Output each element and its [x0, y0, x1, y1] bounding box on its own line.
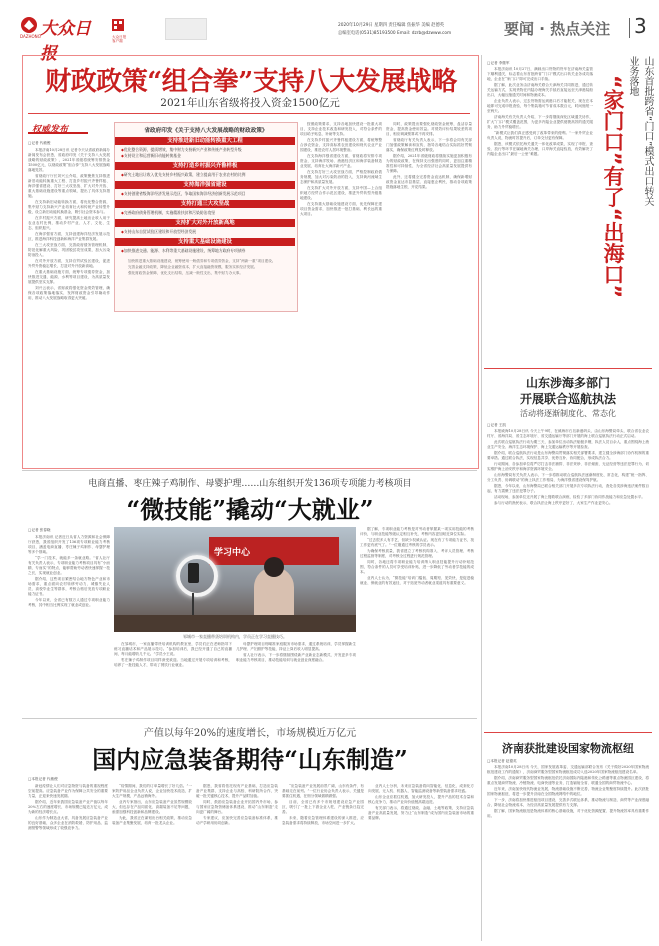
logo-emblem-icon — [20, 16, 38, 34]
bottom-story-body-col4: “应急装备产业发展前景广阔，山东有条件、有基础走在前列。”一位行业协会负责人表示，关键是要抓住机遇，在细分领域做精做强。 目前，全省已有多个市规划建设应急产业园区，吸引了一批上下游企业入驻，产业链条日趋完善。 未来，随着应急管理体系建设的深入推进，应急装备需求将持续释放，市场空间进一步扩大。 — [282, 784, 364, 825]
side-story-bigtitle: “家门口”有了“出海口” — [601, 75, 625, 299]
lead-body-col4: 同时，政策提出要强化财政资金统筹，盘活存量资金，提高资金使用效益。对绩效评价结果较差的项目，相应调减预算或不再安排。 省财政厅有关负责人表示，下一步将会同有关部门加强政策解读和宣传，指导各地结合实际抓好贯彻落实，确保政策红利及时释放。 据介绍，2021年省级财政将继续实施更加积极有为的财政政策，在保持支出强度的同时，更加注重精准性和可持续性，为全省经济社会高质量发展提供有力保障。 此外，还将健全完善资金直达机制，确保新增财政资金直达市县基层、直接惠企利民，推动各项政策措施落地生根、开花结果。 — [386, 122, 472, 189]
lead-title-rule — [28, 113, 470, 114]
photo-banner-text: 学习中心 — [214, 548, 251, 558]
bullet-3-1: ◆ 支持创建省级海洋经济发展示范区，争取国家海洋经济创新发展示范项目 — [121, 191, 289, 196]
bullet-1-2: ◆ 支持设立和运营新旧动能转换基金 — [121, 153, 289, 158]
lead-body-col1: 本报济南10月28日讯 记者今天从省政府新闻办新闻发布会获悉，省政府印发《关于支持八大发展战略的财政政策》，2021年省级将统筹安排资金1500亿元，以财政政策“组合拳”支持八大发展战略落地见效。 省财政厅厅长刘兴云介绍，政策聚焦支持推进新旧动能转换重大工程、打造乡村振兴齐鲁样板、海洋强省建设、打好三大攻坚战、扩大对外开放、重大基础设施建设等重点领域，提出了具体支持措施。 在支持新旧动能转换方面，将优化整合资源，集中财力支持新兴产业培育壮大和传统产业转型升级，设立新旧动能转换基金，吸引社会资本参与。 在乡村振兴方面，研究提高土地出让收入用于农业农村比例，推动乡村产业、人才、文化、生态、组织振兴。 在海洋强省方面，支持创建海洋经济发展示范区，推进海洋科技创新和海洋产业集群发展。 在三大攻坚战方面，完善政府债务管理机制，防范化解重大风险，巩固脱贫攻坚成果，加大污染防治投入。 在对外开放方面，支持自贸试验区建设，促进外贸外资稳定增长，打造对外开放新高地。 在重大基础设施方面，统筹专项债券资金，加快推进交通、能源、水利等项目建设，为高质量发展提供坚实支撑。 刘兴云表示，省财政将强化资金绩效管理，确保各项政策落地落实，发挥财政资金引导撬动作用，推动八大发展战略取得更大突破。 — [28, 148, 110, 300]
lead-body-col3: 按照政策要求，支持各地加快建设一批重大项目，支持企业技术改造和研发投入，对符合条件的项目给予贴息、补助等支持。 在支持乡村振兴齐鲁样板建设方面，将统筹整合涉农资金，支持高标准农田建设和现代农业产业园建设，推进农村人居环境整治。 在支持海洋强省建设方面，省财政将安排专项资金，支持海洋牧场、渔港经济区和海洋装备制造业发展，培育壮大海洋新兴产业。 在支持打好三大攻坚战方面，严格控制政府债务规模，加大对污染防治的投入，支持黄河流域生态保护和高质量发展。 在支持扩大对外开放方面，支持中国—上合组织地方经贸合作示范区建设，推进外贸转型升级基地建设。 在支持重大基础设施建设方面，优先保障在建项目资金需求，加快推进一批打基础、利长远的重大项目。 — [300, 122, 382, 216]
bullet-4-1: ◆ 完善政府债务管理机制，实施精准扶贫和污染防治攻坚 — [121, 210, 289, 215]
logo-english: DAZHONG — [20, 34, 41, 39]
table — [114, 615, 356, 632]
bottom-story-body-col5: 业内人士分析，未来应急装备将向智能化、信息化、成套化方向发展，无人机、机器人、智能监测设备等新型装备需求旺盛。 山东企业应抓住机遇，加大研发投入，提升产品的技术含量和核心竞争力，推动产业向价值链高端迈进。 有关部门表示，将通过财政、金融、土地等政策，支持应急装备产业高质量发展，努力让“山东制造”成为国内应急装备市场的重要品牌。 — [368, 784, 474, 820]
law-story-byline: □记者 王凯 — [487, 423, 506, 427]
bottom-story-rule — [22, 718, 477, 719]
bar-1: 支持推进新旧动能转换重大工程 — [115, 137, 295, 145]
side-story-body: 本报济南讯 10月27日，满载出口货物的货车在济南海关监管下顺利通关，标志着山东首批跨省“门口”模式出口转关业务成功落地，企业在“家门口”即可完成出口手续。 据了解，此次业务由济南海关联合天津海关共同推进，通过转关运输方式，实现货物在内陆办理海关手续后直接运至天津港装船出口，大幅压缩通关时间和物流成本。 企业负责人表示，过去货物需运到港口后才能报关，现在在本地即可完成申报查验，每个集装箱可节省成本数百元，时间缩短一至两天。 济南海关有关负责人介绍，下一步将继续深化区域通关协作，扩大“门口”模式覆盖范围，为更多内陆企业提供便捷高效的通关服务，助力外贸稳增长。 “新模式让我们真正感受到了改革带来的便利。”一家外贸企业负责人说，物流时效提升后，订单交付更有保障。 据悉，该模式依托海关通关一体化改革成果，实现了申报、查验、放行等环节在属地海关办理，口岸海关直接验放，有效解决了内陆企业出口“最后一公里”难题。 — [487, 67, 593, 156]
authority-tag-label: 权威发布 — [32, 125, 69, 135]
mid-story-body-col4: 据了解，专项职业能力考核是对劳动者掌握某一项实用技能的考核评价，与职业技能等级认定相互补充，考核内容更加贴近岗位实际。 “过去很多人有手艺，但缺少权威认证。现在有了专项能力证书，找工作更有底气了。”一位刚通过考核的学员表示。 为确保考核质量，我省建立了考核机构准入、考评人员管理、考核过程监督等制度，对考核全过程进行规范管理。 同时，各地还将专项职业能力培训纳入职业技能提升行动补贴范围，符合条件的人员可享受培训补贴，进一步降低了劳动者学技能的成本。 业内人士认为，“微技能”培训门槛低、周期短、见效快，是促进稳就业、保就业的有效途径，对于拓宽劳动者就业渠道具有重要意义。 — [360, 527, 474, 585]
bottom-story-body-col3: 据悉，我省将依托现有产业基础，打造应急装备产业集群，支持企业与高校、科研院所合作，突破一批关键核心技术，提升产品附加值。 同时，鼓励应急装备企业开拓国内外市场，参与国家应急物资储备体系建设，推动“山东制造”走向更广阔的舞台。 专家建议，应加快完善应急装备标准体系，推动产学研用协同创新。 — [196, 784, 278, 825]
client-label: 大众日报 客户端 — [112, 35, 127, 43]
mid-story-kicker: 电商直播、枣庄辣子鸡制作、母婴护理……山东组织开发136项专项能力考核项目 — [88, 479, 412, 489]
mid-story-title: “微技能”撬动“大就业” — [126, 495, 374, 524]
ad-badge — [165, 18, 207, 40]
law-story-rule — [484, 368, 652, 369]
bar-6: 支持重大基础设施建设 — [115, 238, 295, 246]
phone-on-stand — [188, 563, 199, 583]
mid-story-body-col1: 本报济南讯 记者近日从省人力资源和社会保障厅获悉，我省组织开发了136项专项职业能力考核项目，涵盖电商直播、枣庄辣子鸡制作、母婴护理等多个领域。 “学一门技术，就能多一条就业路。”省人社厅有关负责人表示，专项职业能力考核项目具有“小而精、专而实”的特点，能够帮助劳动者快速掌握一技之长，实现就业创业。 据介绍，这些项目紧密结合地方特色产业和市场需求，重点面向农村转移劳动力、城镇失业人员、高校毕业生等群体，考核合格后发放专项职业能力证书。 今年以来，全省已有数万人通过专项职业能力考核，其中相当比例实现了就业或创业。 — [28, 535, 110, 607]
policy-infographic — [114, 122, 298, 312]
law-story-title1: 山东涉海多部门 — [525, 376, 610, 390]
photo-caption: 邹城市一家直播带货培训机构内，学员正在学习直播技巧。 — [183, 634, 287, 639]
lead-byline: □记者 代敏俊 — [28, 141, 51, 145]
presenter-head — [264, 557, 284, 577]
infographic-title: 省政府印发《关于支持八大发展战略的财政政策》 — [144, 128, 268, 134]
side-story-bigtitle-box — [598, 75, 625, 345]
section-divider — [629, 18, 630, 38]
mid-story-rule — [22, 470, 477, 471]
page-number: 3 — [634, 14, 647, 38]
bar-5: 支持扩大对外开放新高地 — [115, 219, 295, 227]
bullet-6-1: ◆ 加快推进交通、能源、水利等重大基础设施建设，统筹地方政府专项债券 — [121, 248, 289, 253]
bullet-5-1: ◆ 支持山东自贸试验区建设和开放型经济发展 — [121, 229, 289, 234]
phone-line: 总编室电话(0531)85193500 Email: dzrb@dzwww.com — [338, 31, 452, 36]
law-story-body: 本报威海10月28日讯 今天上午9时，在威海市石岛新港码头，由山东海警局牵头，联合省农业农村厅、省海洋局、省生态环境厅、省交通运输厅等部门开展的海上联合巡航执法行动正式启动。 此次联合巡航执法行动为期三天，参加单位出动执法船艇多艘，执法人员百余人，重点围绕海上渔业生产安全、海洋生态环境保护、海上交通运输秩序等开展检查。 据介绍，联合巡航执法行动是山东海警局贯彻落实相关部署要求，建立健全涉海部门协作机制的重要举措。通过联合执法，实现信息共享、优势互补、协同配合，形成执法合力。 行动期间，各参加单位将严厉打击非法捕捞、非法采砂、非法倾废、无证经营等违法犯罪行为，切实维护海上治安秩序和海洋资源环境安全。 山东海警局有关负责人表示，下一步将推动联合巡航执法逐渐制度化、常态化，构建“统一指挥、分工负责、协调联动”的海上执法工作格局，为海洋强省建设保驾护航。 据悉，今年以来，山东海警局已联合相关部门开展多次专项执法行动，查处各类涉海违法案件数百起，有力震慑了违法犯罪分子。 活动现场，参加单位还开展了海上搜救联合演练，检验了多部门协同作战能力和应急处置水平。 参与行动的渔民表示，联合执法让海上秩序更好了，大家生产作业更安心。 — [487, 429, 649, 505]
jinan-story-byline: □本报记者 赵德英 — [487, 759, 517, 763]
jinan-story-rule — [484, 732, 652, 733]
logo-text: 大众日报 — [40, 19, 91, 64]
mid-story-body-col2: 在邹城市，一家直播带货培训机构的教室里，学员们正在老师指导下练习直播话术和产品展示技巧。“参加培训后，我已经开通了自己的直播间，每月能增收几千元。”学员小王说。 枣庄辣子鸡制作项目同样深受欢迎。当地通过开展专项培训和考核，培养了一批技能人才，带动了餐饮行业就业。 — [114, 642, 232, 667]
bar-2: 支持打造乡村振兴齐鲁样板 — [115, 162, 295, 170]
bottom-story-title: 国内应急装备期待“山东制造” — [92, 745, 408, 774]
client-badge — [112, 16, 142, 43]
side-story-title: 山东首批跨省“门口”模式出口转关业务落地 — [627, 56, 653, 207]
infographic-notes: 加快推进重大基础设施建设，统筹使用一般债券和专项债券资金，支持“两新一重”项目建设。 完善金融支持政策，降低企业融资成本，扩大直接融资规模，服务实体经济发展。 强化财政资金保障，优化支出结构，压减一般性支出，集中财力办大事。 — [128, 259, 276, 275]
law-story-title2: 开展联合巡航执法 — [519, 392, 616, 406]
side-story-kicker — [625, 56, 653, 216]
bottom-story-kicker: 产值以每年20%的速度增长，市场规模近万亿元 — [143, 728, 357, 739]
mid-story-byline: □记者 张春晓 — [28, 528, 51, 532]
date-line: 2020年10月29日 星期四 责任编辑 焦振华 美编 赵德英 — [338, 23, 445, 28]
authority-tag — [28, 122, 84, 136]
bar-4: 支持打通三大攻坚战 — [115, 200, 295, 208]
lead-subtitle: 2021年山东省级将投入资金1500亿元 — [160, 97, 340, 109]
bottom-story-body-col2: “疫情期间，我们的订单量增长了好几倍。”一家防护用品企业负责人说，企业加快技术改造，扩大生产规模，产品远销海外。 业内专家指出，山东应急装备产业虽然规模较大，但也存在产品同质化、高端装备不足等问题，亟需加强科技创新和品牌建设。 为此，我省正在谋划出台相关政策，推动应急装备产业集聚发展，培育一批龙头企业。 — [112, 784, 192, 825]
livestream-photo — [114, 527, 356, 632]
newspaper-logo — [20, 14, 106, 64]
jinan-story-title: 济南获批建设国家物流枢纽 — [502, 742, 634, 755]
bullet-2-1: ◆ 研究土地出让收入优先支持乡村振兴政策，建立提高用于农业农村的比例 — [121, 172, 289, 177]
jinan-story-body: 本报济南10月28日讯 今天，国家发展改革委、交通运输部联合发布《关于做好2020年国家物流枢纽建设工作的通知》，济南商贸服务型国家物流枢纽成功入选2020年国家物流枢纽建设名单。 据介绍，济南商贸服务型国家物流枢纽依托济南国际内陆港和传化公路港等重点物流园区建设，将重点发展商贸物流、冷链物流、电商快递等业务，打造辐射全省、联通全国的商贸物流中心。 近年来，济南加快现代物流业发展，物流基础设施不断完善，物流企业集聚度持续提升。此次获批国家物流枢纽，将进一步提升济南在全国物流网络中的地位。 下一步，济南将加快推进枢纽项目建设，完善多式联运体系，推动物流与制造、商贸等产业深度融合，降低社会物流成本，为经济高质量发展提供有力支撑。 据了解，国家物流枢纽是物流体系的核心基础设施，对于优化资源配置、提升物流效率具有重要作用。 — [487, 765, 649, 818]
bar-3: 支持海洋强省建设 — [115, 181, 295, 189]
side-story-byline: □记者 李继军 — [487, 61, 510, 65]
mid-story-body-col3: 母婴护理项目则瞄准家庭服务市场需求，通过系统培训，学员掌握新生儿护理、产妇照护等技能，持证上岗后收入明显提高。 省人社厅表示，下一步将继续围绕新产业新业态新模式，开发更多专项职业能力考核项目，推动技能培训与就业创业深度融合。 — [236, 642, 356, 662]
qr-code-icon — [112, 19, 124, 31]
law-story-subtitle: 活动将逐渐制度化、常态化 — [520, 409, 616, 418]
bottom-story-body-col1: 新冠疫情让人们对应急物资与装备的重视程度空前提高。应急装备产业作为保障公共安全的重要力量，正迎来快速发展期。 据介绍，近年来我国应急装备产业产值以每年20%左右的速度增长，市场规模已接近万亿元，成为新的经济增长点。 山东作为制造业大省，具备发展应急装备产业的良好基础，众多企业在消防救援、防护用品、监测预警等领域形成了较强竞争力。 — [28, 784, 108, 830]
bottom-story-byline: □本报记者 代敏俊 — [28, 777, 58, 781]
column-divider-right — [481, 55, 482, 941]
section-title: 要闻 · 热点关注 — [504, 20, 611, 38]
bullet-1-1: ◆ 优化整合资源，提质增效，集中财力支持新兴产业和传统产业转型升级 — [121, 147, 289, 152]
lead-title: 财政政策“组合拳”支持八大发展战略 — [45, 67, 457, 97]
